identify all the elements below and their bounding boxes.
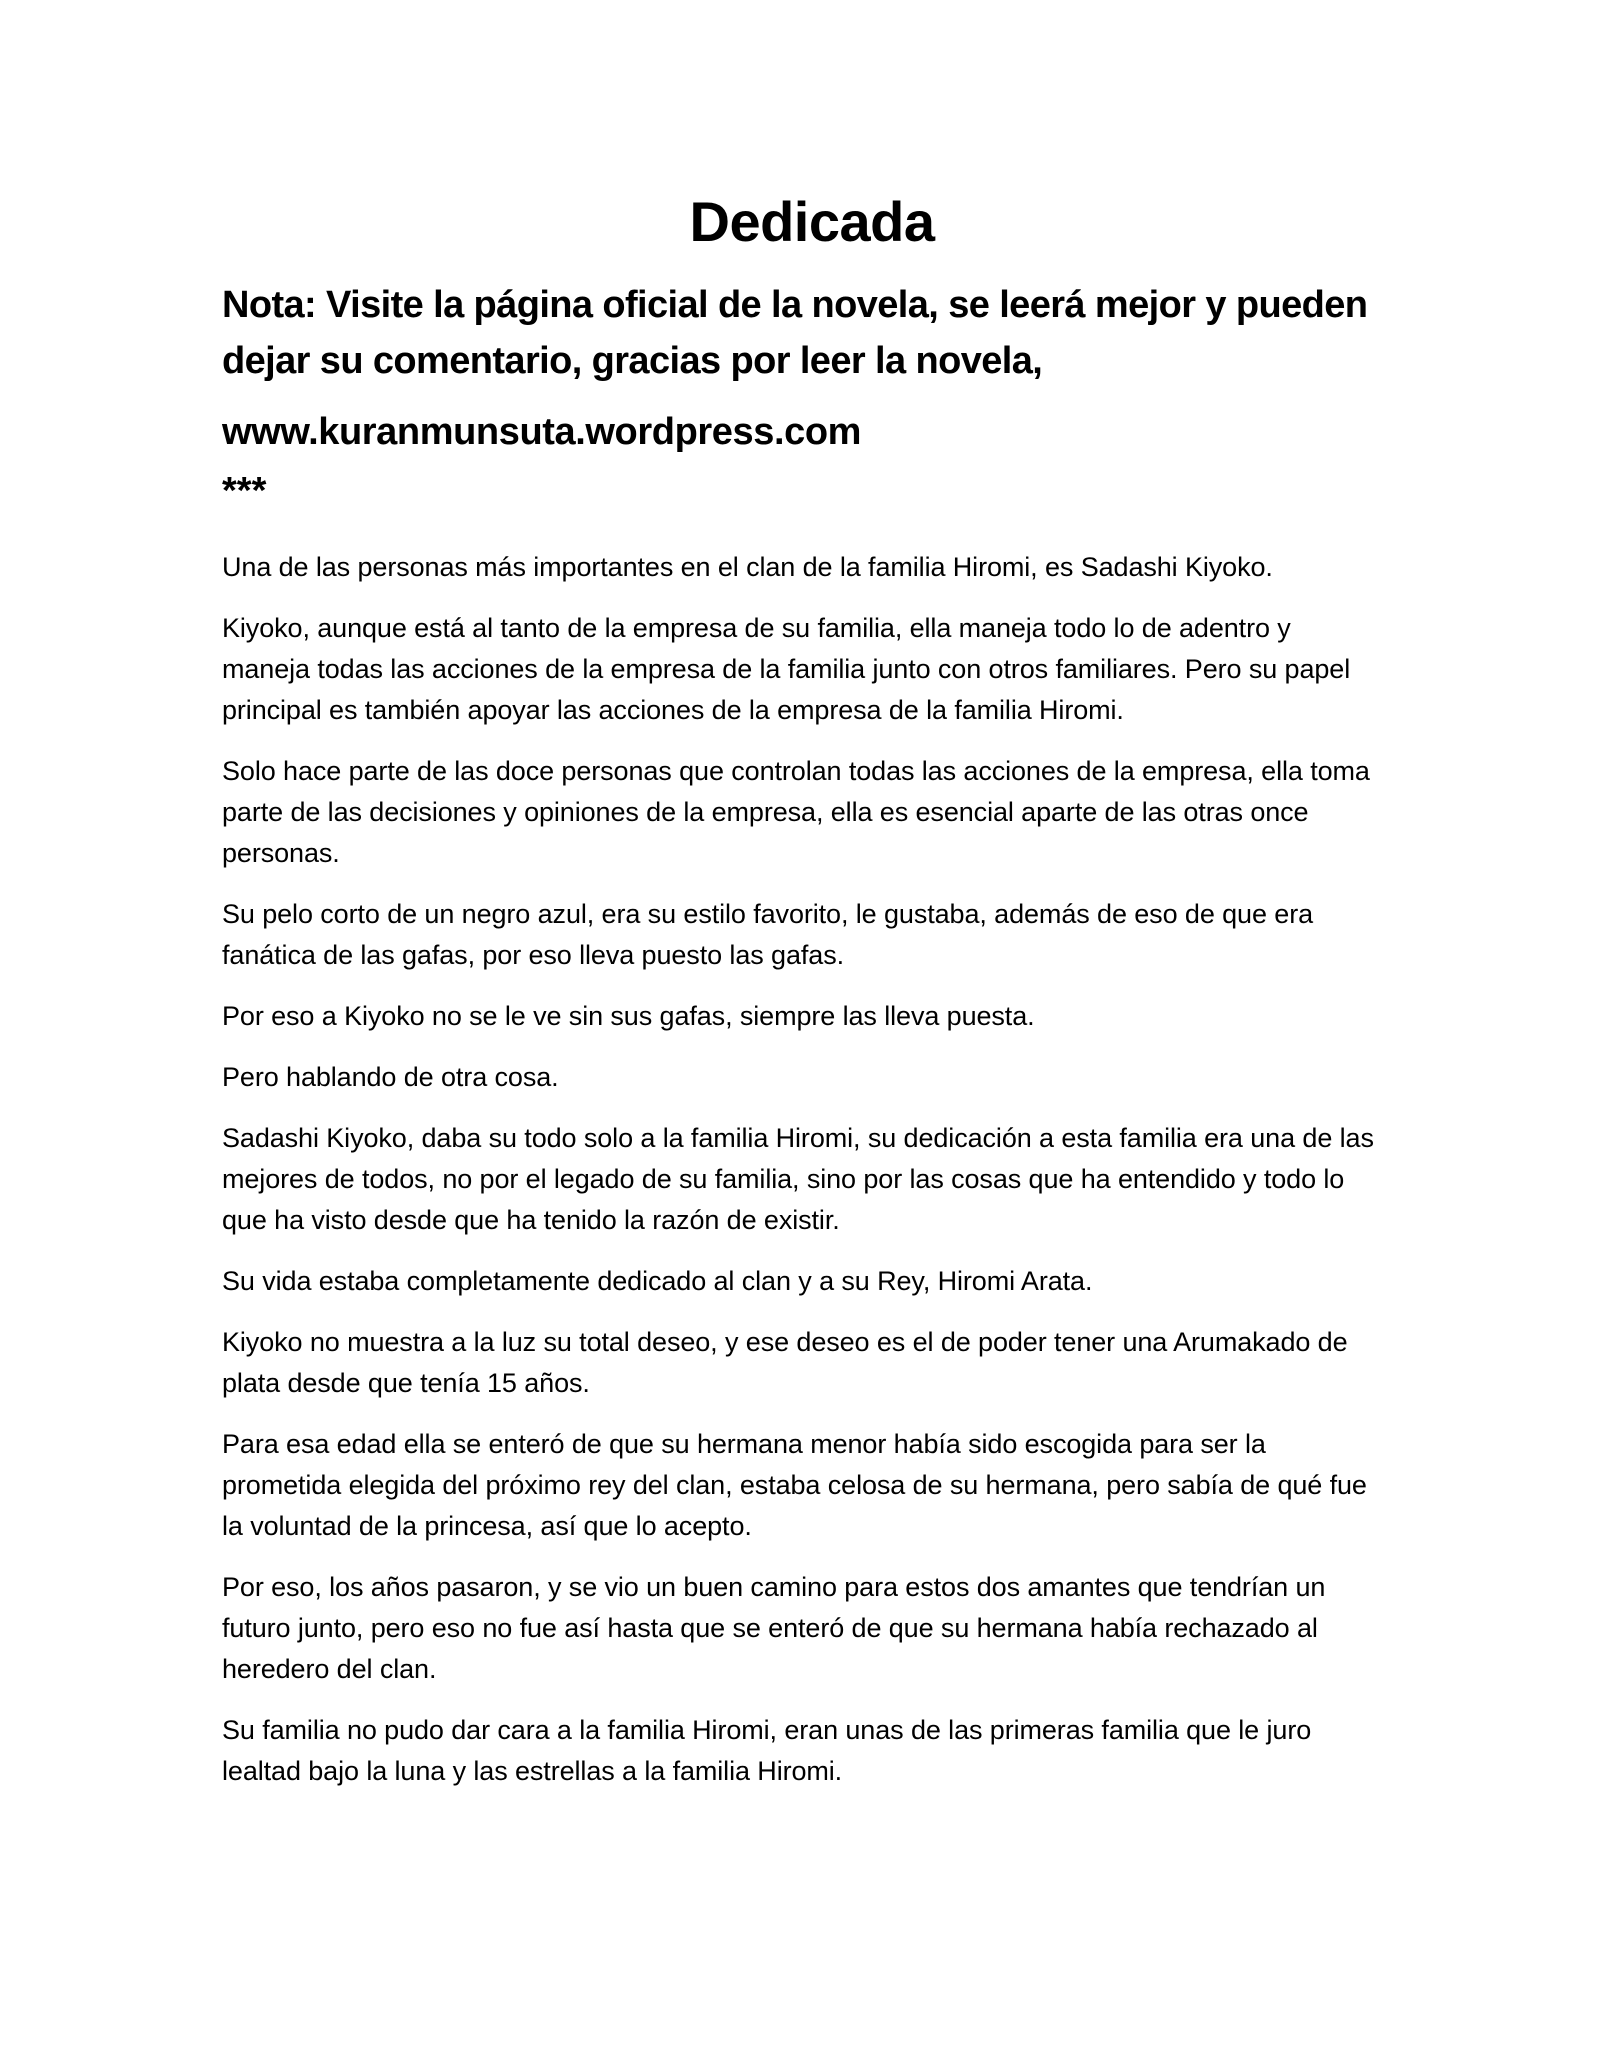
paragraph-10: Para esa edad ella se enteró de que su hermana menor había sido escogida para ser la prometida elegida del próximo rey del clan, estaba celosa de su hermana, pero sabía de qué fue la voluntad de la princesa, así que lo acepto.	[222, 1429, 1367, 1542]
paragraph-12: Su familia no pudo dar cara a la familia Hiromi, eran unas de las primeras familia que le juro lealtad bajo la luna y las estrellas a la familia Hiromi.	[222, 1715, 1312, 1787]
section-separator: ***	[222, 470, 267, 513]
paragraph-5: Por eso a Kiyoko no se le ve sin sus gafas, siempre las lleva puesta.	[222, 1001, 1035, 1032]
paragraph-6: Pero hablando de otra cosa.	[222, 1062, 559, 1093]
document-page	[222, 180, 1382, 1812]
paragraph-1: Una de las personas más importantes en el clan de la familia Hiromi, es Sadashi Kiyoko.	[222, 552, 1273, 583]
paragraph-4: Su pelo corto de un negro azul, era su estilo favorito, le gustaba, además de eso de que era fanática de las gafas, por eso lleva puesto las gafas.	[222, 899, 1314, 971]
paragraph-11: Por eso, los años pasaron, y se vio un buen camino para estos dos amantes que tendrían un futuro junto, pero eso no fue así hasta que se enteró de que su hermana había rechazado al heredero del clan.	[222, 1572, 1326, 1685]
paragraph-3: Solo hace parte de las doce personas que controlan todas las acciones de la empresa, ella toma parte de las decisiones y opiniones de la empresa, ella es esencial aparte de las otras once personas.	[222, 756, 1370, 869]
website-url: www.kuranmunsuta.wordpress.com	[222, 411, 862, 454]
author-note: Nota: Visite la página oficial de la novela, se leerá mejor y pueden dejar su comentario, gracias por leer la novela,	[222, 284, 1368, 383]
paragraph-8: Su vida estaba completamente dedicado al clan y a su Rey, Hiromi Arata.	[222, 1266, 1093, 1297]
paragraph-7: Sadashi Kiyoko, daba su todo solo a la familia Hiromi, su dedicación a esta familia era una de las mejores de todos, no por el legado de su familia, sino por las cosas que ha entendido y todo lo que ha visto desde que ha tenido la razón de existir.	[222, 1123, 1374, 1236]
page-title: Dedicada	[689, 190, 935, 253]
paragraph-2: Kiyoko, aunque está al tanto de la empresa de su familia, ella maneja todo lo de adentro y maneja todas las acciones de la empresa de la familia junto con otros familiares. Pero su papel principal es también apoyar las acciones de la empresa de la familia Hiromi.	[222, 613, 1351, 726]
paragraph-9: Kiyoko no muestra a la luz su total deseo, y ese deseo es el de poder tener una Arumakado de plata desde que tenía 15 años.	[222, 1327, 1348, 1399]
